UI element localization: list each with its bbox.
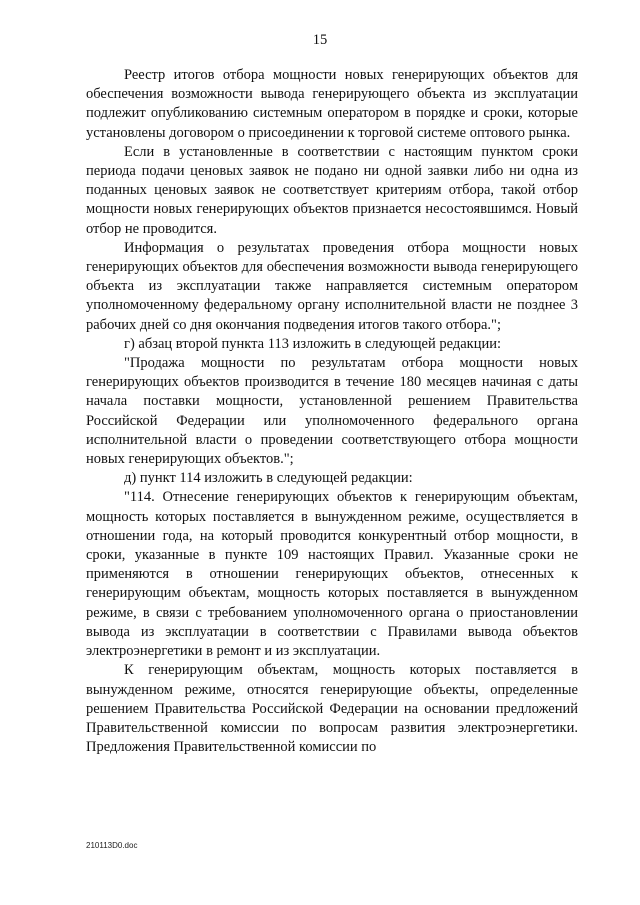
paragraph-amendment-d: д) пункт 114 изложить в следующей редакции: <box>124 470 413 487</box>
paragraph-amendment-g: г) абзац второй пункта 113 изложить в следующей редакции: <box>124 335 502 352</box>
footer-filename: 210113D0.doc <box>86 841 138 850</box>
page-number: 15 <box>312 32 328 48</box>
paragraph-forced-mode-objects: К генерирующим объектам, мощность которых поставляется в вынужденном режиме, относятся генерирующие объекты, определенные решением Правительства Российской Федерации на основании предложений Правительственной комиссии по вопросам развития электроэнергетики. Предложения Правительственной комиссии по <box>86 662 578 756</box>
paragraph-registry-publication: Реестр итогов отбора мощности новых генерирующих объектов для обеспечения возможности вывода генерирующего объекта из эксплуатации подлежит опубликованию системным оператором в порядке и сроки, которые установлены договором о присоединении к торговой системе оптового рынка. <box>86 67 578 141</box>
paragraph-failed-selection: Если в установленные в соответствии с настоящим пунктом сроки периода подачи ценовых заявок не подано ни одной заявки либо ни одна из поданных ценовых заявок не соответствует критериям отбора, такой отбор мощности новых генерирующих объектов признается несостоявшимся. Новый отбор не проводится. <box>86 143 578 237</box>
document-body <box>86 66 578 757</box>
paragraph-item-114: "114. Отнесение генерирующих объектов к генерирующим объектам, мощность которых поставляется в вынужденном режиме, осуществляется в отношении года, на который проводится конкурентный отбор мощности, в сроки, указанные в пункте 109 настоящих Правил. Указанные сроки не применяются в отношении генерирующих объектов, отнесенных к генерирующим объектам, мощность которых поставляется в вынужденном режиме, в связи с требованием уполномоченного органа о приостановлении вывода из эксплуатации в соответствии с Правилами вывода объектов электроэнергетики в ремонт и из эксплуатации. <box>86 489 578 660</box>
paragraph-capacity-sale: "Продажа мощности по результатам отбора мощности новых генерирующих объектов производится в течение 180 месяцев начиная с даты начала поставки мощности, установленной решением Правительства Российской Федерации или уполномоченного федерального органа исполнительной власти о проведении соответствующего отбора мощности новых генерирующих объектов."; <box>86 355 578 468</box>
paragraph-results-information: Информация о результатах проведения отбора мощности новых генерирующих объектов для обеспечения возможности вывода генерирующего объекта из эксплуатации также направляется системным оператором уполномоченному федеральному органу исполнительной власти не позднее 3 рабочих дней со дня окончания подведения итогов такого отбора."; <box>86 239 578 333</box>
